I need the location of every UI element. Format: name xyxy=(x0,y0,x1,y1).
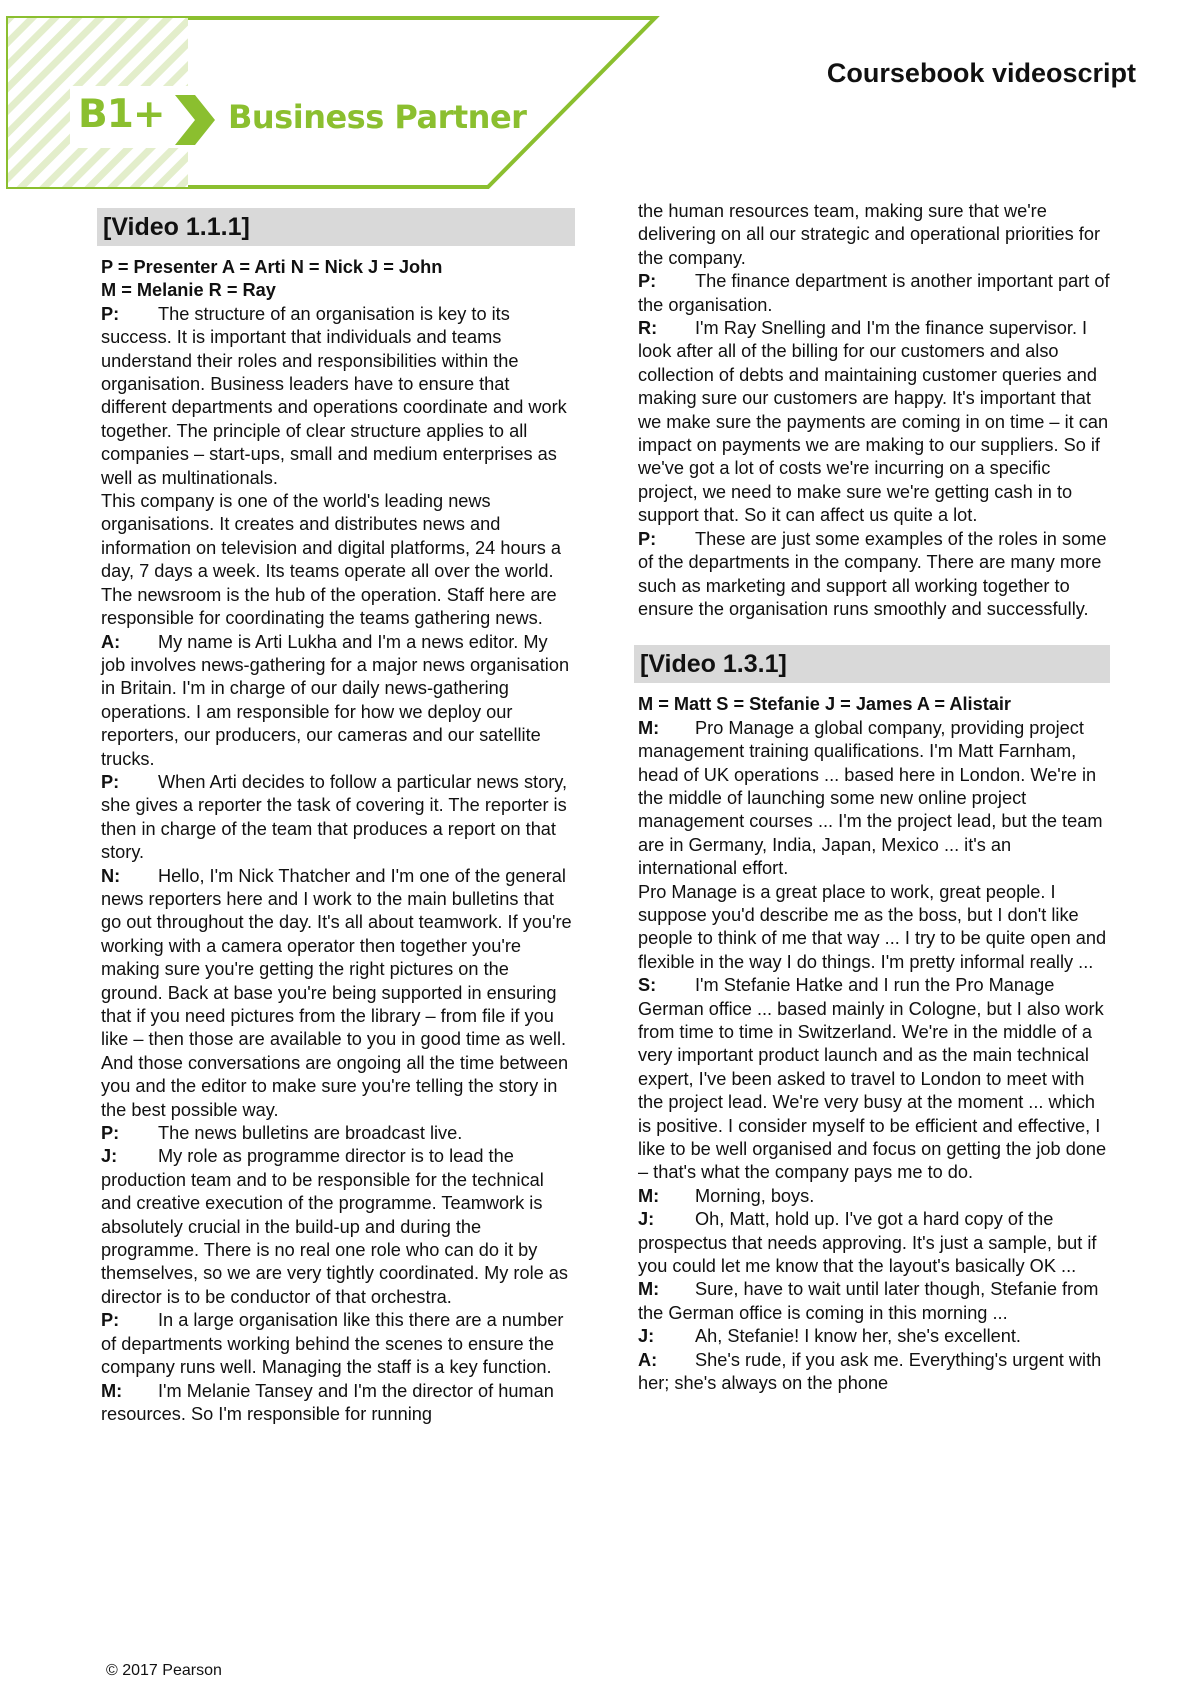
script-line xyxy=(101,865,575,1122)
line-text: the human resources team, making sure that we're delivering on all our strategic and operational priorities for the company. xyxy=(638,201,1101,268)
line-text: My name is Arti Lukha and I'm a news editor. My job involves news-gathering for a major news organisation in Britain. I'm in charge of our daily news-gathering operations. I am responsible for how we deploy our reporters, our producers, our cameras and our satellite trucks. xyxy=(101,631,570,769)
script-line xyxy=(638,200,1110,270)
speaker-label: P: xyxy=(101,1123,120,1144)
line-text: In a large organisation like this there are a number of departments working behind the scenes to ensure the company runs well. Managing the staff is a key function. xyxy=(101,1310,564,1378)
speaker-label: A: xyxy=(101,631,121,652)
cast-list: P = Presenter A = Arti N = Nick J = John xyxy=(101,257,443,277)
script-line xyxy=(101,771,575,865)
script-line xyxy=(638,717,1110,881)
line-text: The structure of an organisation is key to its success. It is important that individuals and teams understand their roles and responsibilities within the organisation. Business leaders have to ensure that different departments and operations coordinate and work together. The principle of clear structure applies to all companies – start-ups, small and medium enterprises as well as multinationals. xyxy=(101,303,567,488)
script-line xyxy=(101,631,575,771)
line-text: The finance department is another important part of the organisation. xyxy=(638,271,1110,315)
script-line xyxy=(638,974,1110,1185)
speaker-label: A: xyxy=(638,1349,658,1370)
video-heading: [Video 1.3.1] xyxy=(634,645,1110,683)
line-text: The news bulletins are broadcast live. xyxy=(158,1123,463,1144)
script-line xyxy=(101,490,575,584)
speaker-label: M: xyxy=(638,1279,660,1300)
speaker-label: J: xyxy=(638,1326,655,1347)
line-text: The newsroom is the hub of the operation. Staff here are responsible for coordinating the teams gathering news. xyxy=(101,584,557,629)
right-column xyxy=(638,200,1110,1396)
speaker-label: M: xyxy=(638,717,660,738)
cast-list: M = Melanie R = Ray xyxy=(101,280,276,301)
line-text: I'm Ray Snelling and I'm the finance supervisor. I look after all of the billing for our customers and also collection of debts and maintaining customer queries and making sure our customers are happy. It's important that we make sure the payments are coming in on time – it can impact on payments we are making to our suppliers. So if we've got a lot of costs we're incurring on a specific project, we need to make sure we're getting cash in to support that. So it can affect us quite a lot. xyxy=(638,318,1109,526)
line-text: Ah, Stefanie! I know her, she's excellent. xyxy=(695,1326,1021,1347)
speaker-label: J: xyxy=(101,1146,118,1167)
speaker-label: P: xyxy=(101,1310,120,1331)
video-heading: [Video 1.1.1] xyxy=(97,208,575,246)
speaker-label: M: xyxy=(638,1185,660,1206)
line-text: She's rude, if you ask me. Everything's urgent with her; she's always on the phone xyxy=(638,1349,1102,1394)
line-text: Pro Manage is a great place to work, great people. I suppose you'd describe me as the boss, but I don't like people to think of me that way ... I try to be quite open and flexible in the way I do things. I'm pretty informal really ... xyxy=(638,881,1107,972)
left-column xyxy=(101,208,575,1426)
speaker-label: P: xyxy=(101,303,120,324)
script-lines xyxy=(638,200,1110,621)
line-text: When Arti decides to follow a particular news story, she gives a reporter the task of covering it. The reporter is then in charge of the team that produces a report on that story. xyxy=(101,771,568,863)
speaker-label: J: xyxy=(638,1209,655,1230)
script-line xyxy=(638,270,1110,317)
script-line xyxy=(638,528,1110,622)
script-lines xyxy=(638,717,1110,1396)
line-text: Sure, have to wait until later though, Stefanie from the German office is coming in this morning ... xyxy=(638,1279,1099,1323)
script-line xyxy=(101,1380,575,1427)
line-text: These are just some examples of the roles in some of the departments in the company. There are many more such as marketing and support all working together to ensure the organisation runs smoothly and successfully. xyxy=(638,528,1107,619)
line-text: Morning, boys. xyxy=(695,1185,815,1206)
script-line xyxy=(638,881,1110,975)
speaker-label: P: xyxy=(101,771,120,792)
script-line xyxy=(638,1349,1110,1396)
script-line xyxy=(101,303,575,490)
line-text: This company is one of the world's leading news organisations. It creates and distributes news and information on television and digital platforms, 24 hours a day, 7 days a week. Its teams operate all over the world. xyxy=(101,491,561,582)
line-text: Hello, I'm Nick Thatcher and I'm one of the general news reporters here and I work to the main bulletins that go out throughout the day. It's all about teamwork. If you're working with a camera operator then together you're making sure you're getting the right pictures on the ground. Back at base you're being supported in ensuring that if you need pictures from the library – from file if you like – then those are available to you in good time as well. And those conversations are ongoing all the time between you and the editor to make sure you're telling the story in the best possible way. xyxy=(101,865,572,1120)
brand-level: B1+ xyxy=(78,92,165,137)
script-line xyxy=(638,1208,1110,1278)
line-text: Pro Manage a global company, providing project management training qualifications. I'm Matt Farnham, head of UK operations ... based here in London. We're in the middle of launching some new online project management courses ... I'm the project lead, but the team are in Germany, India, Japan, Mexico ... it's an international effort. xyxy=(638,717,1103,879)
script-line xyxy=(638,1278,1110,1325)
line-text: I'm Melanie Tansey and I'm the director of human resources. So I'm responsible for running xyxy=(101,1380,554,1424)
script-line xyxy=(101,1122,575,1145)
script-line xyxy=(101,1145,575,1309)
script-lines xyxy=(101,303,575,1427)
document-type: Coursebook videoscript xyxy=(826,58,1136,88)
speaker-label: S: xyxy=(638,975,657,996)
line-text: My role as programme director is to lead the production team and to be responsible for the technical and creative execution of the programme. Teamwork is absolutely crucial in the build-up and during the programme. There is no real one role who can do it by themselves, so we are very tightly coordinated. My role as director is to be conductor of that orchestra. xyxy=(101,1146,569,1307)
speaker-label: N: xyxy=(101,865,121,886)
brand-name: Business Partner xyxy=(228,98,527,136)
line-text: Oh, Matt, hold up. I've got a hard copy of the prospectus that needs approving. It's just a sample, but if you could let me know that the layout's basically OK ... xyxy=(638,1209,1097,1277)
script-line xyxy=(638,317,1110,528)
speaker-label: P: xyxy=(638,271,657,292)
cast-list: M = Matt S = Stefanie J = James A = Alistair xyxy=(638,694,1011,715)
copyright: © 2017 Pearson xyxy=(106,1662,222,1679)
script-line xyxy=(638,1185,1110,1208)
speaker-label: P: xyxy=(638,528,657,549)
script-line xyxy=(638,1325,1110,1348)
line-text: I'm Stefanie Hatke and I run the Pro Manage German office ... based mainly in Cologne, but I also work from time to time in Switzerland. We're in the middle of a very important product launch and as the main technical expert, I've been asked to travel to London to meet with the project lead. We're very busy at the moment ... which is positive. I consider myself to be efficient and effective, I like to be well organised and focus on getting the job done – that's what the company pays me to do. xyxy=(638,975,1107,1183)
speaker-label: M: xyxy=(101,1380,123,1401)
script-line xyxy=(101,1309,575,1379)
speaker-label: R: xyxy=(638,318,658,339)
script-line xyxy=(101,584,575,631)
